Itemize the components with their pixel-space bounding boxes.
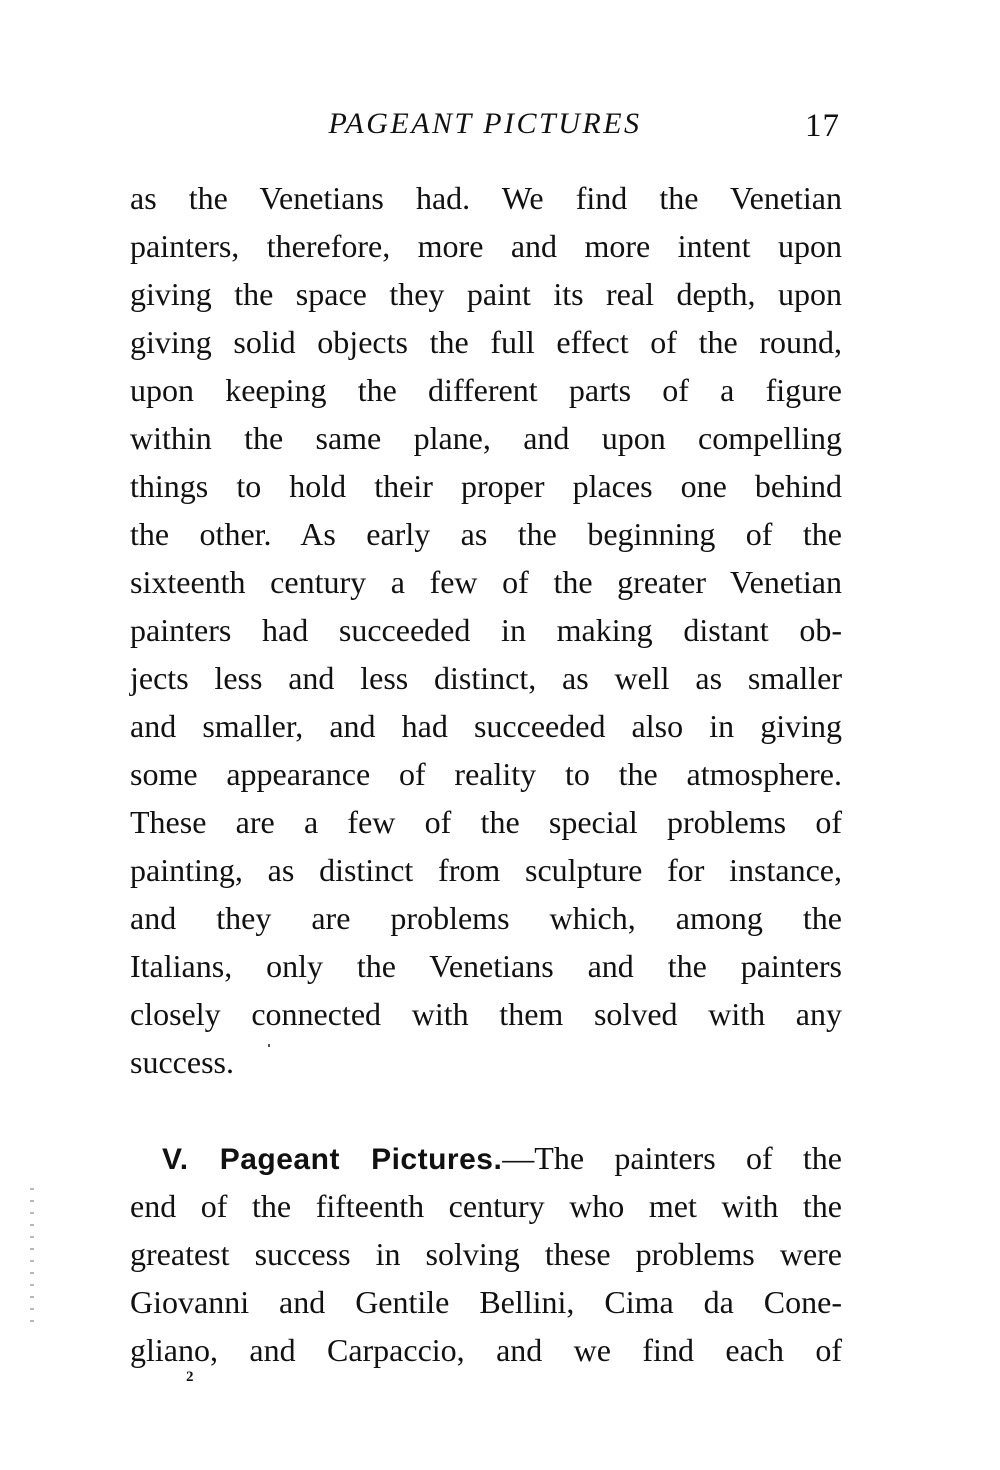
text-line: end of the fifteenth century who met with the xyxy=(130,1188,842,1224)
text-line: jects less and less distinct, as well as smaller xyxy=(130,660,842,696)
text-line: and smaller, and had succeeded also in giving xyxy=(130,708,842,744)
text-line: upon keeping the different parts of a figure xyxy=(130,372,842,408)
text-line: Italians, only the Venetians and the painters xyxy=(130,948,842,984)
section-heading: V. Pageant Pictures. xyxy=(162,1143,503,1176)
text-line: the other. As early as the beginning of the xyxy=(130,516,842,552)
text-line: Giovanni and Gentile Bellini, Cima da Cone- xyxy=(130,1284,842,1320)
text-line: and they are problems which, among the xyxy=(130,900,842,936)
text-line: These are a few of the special problems of xyxy=(130,804,842,840)
margin-dots xyxy=(30,1188,34,1328)
section-first-line xyxy=(130,1134,842,1182)
section-first-line-text: —The painters of the xyxy=(502,1140,842,1176)
text-line: gliano, and Carpaccio, and we find each of xyxy=(130,1332,842,1368)
running-head xyxy=(130,104,840,144)
print-speck xyxy=(268,1044,270,1047)
text-line: as the Venetians had. We find the Venetian xyxy=(130,180,842,216)
text-line: painting, as distinct from sculpture for instance, xyxy=(130,852,842,888)
paragraph-pageant-pictures xyxy=(130,1134,842,1374)
text-line-last: success. xyxy=(130,1044,234,1080)
text-line: sixteenth century a few of the greater Venetian xyxy=(130,564,842,600)
text-line: closely connected with them solved with any xyxy=(130,996,842,1032)
text-line: within the same plane, and upon compelling xyxy=(130,420,842,456)
signature-mark: 2 xyxy=(186,1369,194,1385)
text-line: things to hold their proper places one behind xyxy=(130,468,842,504)
text-line: painters, therefore, more and more intent upon xyxy=(130,228,842,264)
text-line: giving solid objects the full effect of the round, xyxy=(130,324,842,360)
running-title: PAGEANT PICTURES xyxy=(328,107,642,140)
text-line: some appearance of reality to the atmosphere. xyxy=(130,756,842,792)
page-number: 17 xyxy=(805,108,840,144)
text-line: greatest success in solving these problems were xyxy=(130,1236,842,1272)
text-line: giving the space they paint its real depth, upon xyxy=(130,276,842,312)
paragraph-venetian-problems xyxy=(130,174,842,1086)
text-line: painters had succeeded in making distant ob- xyxy=(130,612,842,648)
